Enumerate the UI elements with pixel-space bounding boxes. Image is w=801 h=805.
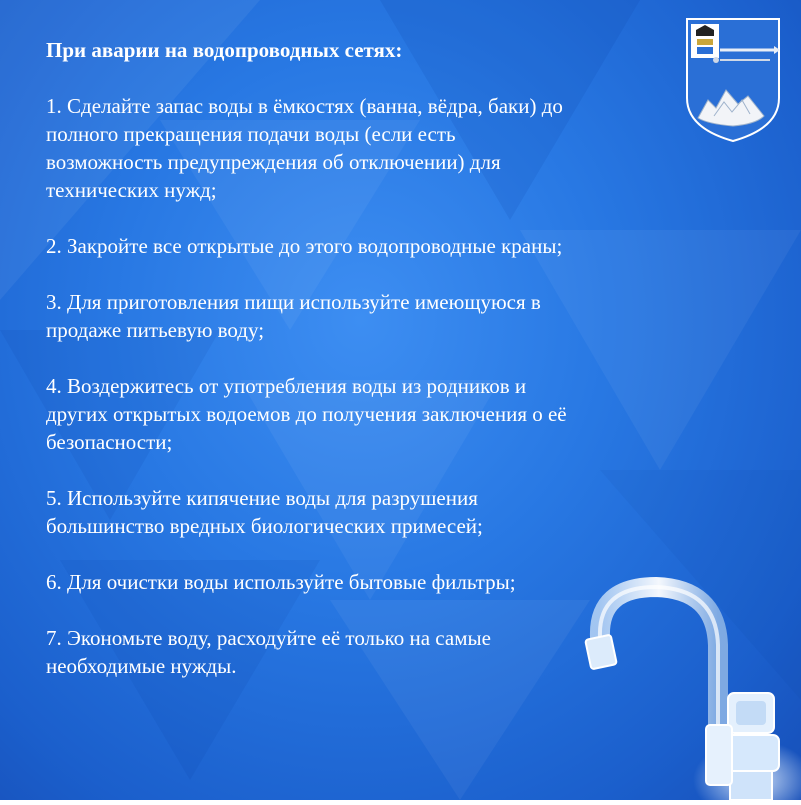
- list-item: 7. Экономьте воду, расходуйте её только на самые необходимые нужды.: [46, 626, 491, 678]
- list-item: 4. Воздержитесь от употребления воды из родников и других открытых водоемов до получения заключения о её безопасности;: [46, 374, 567, 454]
- water-faucet-icon: [578, 575, 801, 800]
- list-item: 5. Используйте кипячение воды для разрушения большинство вредных биологических примесей;: [46, 486, 483, 538]
- coat-of-arms-icon: [684, 16, 782, 144]
- list-item: 6. Для очистки воды используйте бытовые фильтры;: [46, 570, 516, 594]
- list-item: 1. Сделайте запас воды в ёмкостях (ванна, вёдра, баки) до полного прекращения подачи воды (если есть возможность предупреждения об отключении) для технических нужд;: [46, 94, 563, 202]
- list-item: 2. Закройте все открытые до этого водопроводные краны;: [46, 234, 563, 258]
- page-title: При аварии на водопроводных сетях:: [46, 38, 403, 62]
- list-item: 3. Для приготовления пищи используйте имеющуюся в продаже питьевую воду;: [46, 290, 541, 342]
